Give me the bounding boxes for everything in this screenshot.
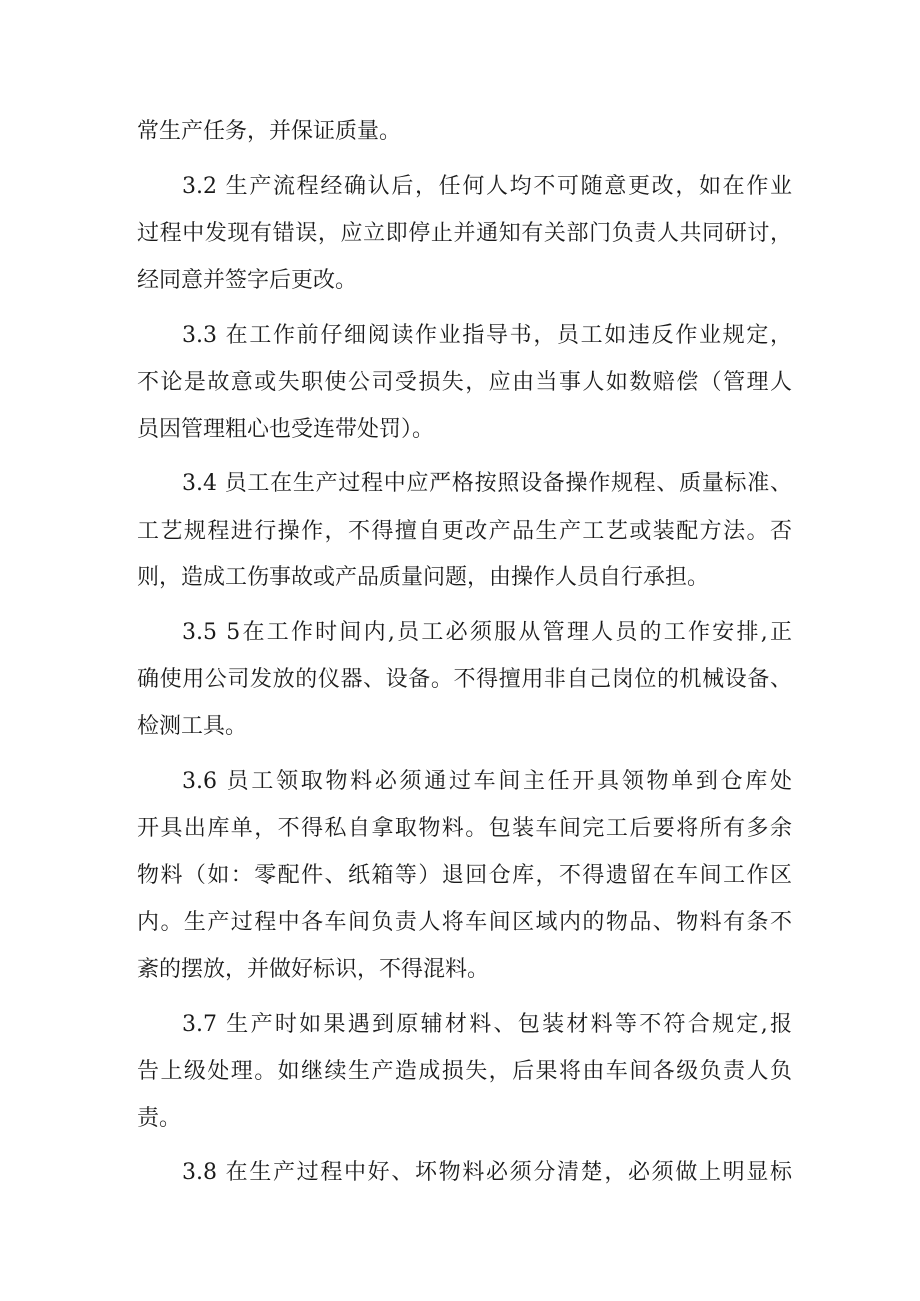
text-line: 3.7 生产时如果遇到原辅材料、包装材料等不符合规定,报 (182, 1012, 792, 1037)
text-line: 员因管理粗心也受连带处罚）。 (137, 417, 435, 442)
text-line: 检测工具。 (137, 714, 248, 739)
text-line: 3.2 生产流程经确认后，任何人均不可随意更改，如在作业 (182, 174, 792, 199)
text-line: 则，造成工伤事故或产品质量问题，由操作人员自行承担。 (137, 565, 710, 590)
text-line: 告上级处理。如继续生产造成损失，后果将由车间各级负责人负 (137, 1059, 792, 1084)
text-line: 确使用公司发放的仪器、设备。不得擅用非自己岗位的机械设备、 (137, 667, 792, 692)
text-line: 工艺规程进行操作，不得擅自更改产品生产工艺或装配方法。否 (137, 519, 792, 544)
text-line: 3.3 在工作前仔细阅读作业指导书，员工如违反作业规定， (182, 323, 792, 348)
text-line: 3.4 员工在生产过程中应严格按照设备操作规程、质量标准、 (182, 471, 792, 496)
text-line: 经同意并签字后更改。 (137, 268, 358, 293)
text-line: 不论是故意或失职使公司受损失，应由当事人如数赔偿（管理人 (137, 370, 792, 395)
text-line: 3.6 员工领取物料必须通过车间主任开具领物单到仓库处 (182, 769, 792, 794)
text-line: 过程中发现有错误，应立即停止并通知有关部门负责人共同研讨， (137, 221, 792, 246)
text-line: 物料（如：零配件、纸箱等）退回仓库，不得遗留在车间工作区 (137, 863, 792, 888)
text-line: 常生产任务，并保证质量。 (137, 119, 402, 144)
text-line: 3.5 5在工作时间内,员工必须服从管理人员的工作安排,正 (182, 620, 792, 645)
text-line: 3.8 在生产过程中好、坏物料必须分清楚，必须做上明显标 (182, 1160, 792, 1185)
text-line: 开具出库单，不得私自拿取物料。包装车间完工后要将所有多余 (137, 816, 792, 841)
text-line: 责。 (137, 1106, 182, 1131)
text-line: 紊的摆放，并做好标识，不得混料。 (137, 957, 490, 982)
text-line: 内。生产过程中各车间负责人将车间区域内的物品、物料有条不 (137, 910, 792, 935)
